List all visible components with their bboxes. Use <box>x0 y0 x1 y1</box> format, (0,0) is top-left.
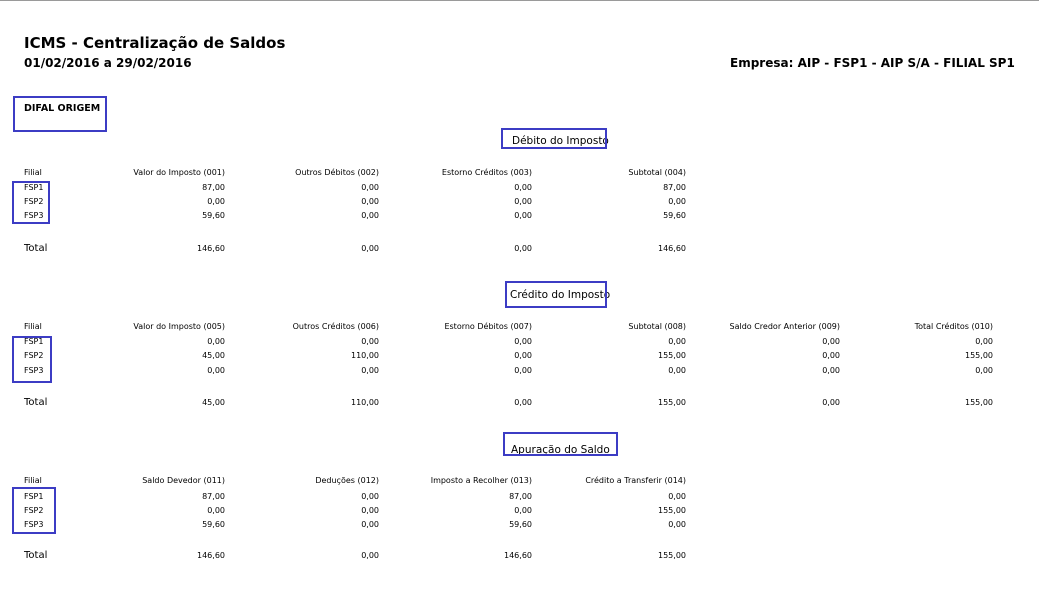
filial-cell: FSP1 <box>24 492 44 501</box>
value-cell: 0,00 <box>207 506 225 515</box>
column-header: Imposto a Recolher (013) <box>430 476 532 485</box>
column-header: Valor do Imposto (001) <box>133 168 225 177</box>
total-label: Total <box>24 550 48 561</box>
column-header: Outros Débitos (002) <box>295 168 379 177</box>
total-value: 146,60 <box>197 244 225 253</box>
value-cell: 155,00 <box>658 506 686 515</box>
section-title-highlight <box>501 128 607 149</box>
column-header: Filial <box>24 476 42 485</box>
total-value: 0,00 <box>361 551 379 560</box>
filial-cell: FSP3 <box>24 211 44 220</box>
value-cell: 0,00 <box>668 366 686 375</box>
column-header: Subtotal (008) <box>628 322 686 331</box>
total-value: 155,00 <box>658 551 686 560</box>
value-cell: 0,00 <box>975 337 993 346</box>
column-header: Total Créditos (010) <box>914 322 993 331</box>
value-cell: 59,60 <box>202 211 225 220</box>
section-title: Débito do Imposto <box>512 135 609 147</box>
column-header: Deduções (012) <box>315 476 379 485</box>
value-cell: 0,00 <box>822 351 840 360</box>
filial-cell: FSP3 <box>24 366 44 375</box>
value-cell: 59,60 <box>509 520 532 529</box>
column-header: Saldo Devedor (011) <box>142 476 225 485</box>
total-value: 0,00 <box>514 398 532 407</box>
value-cell: 0,00 <box>361 506 379 515</box>
total-label: Total <box>24 243 48 254</box>
column-header: Estorno Créditos (003) <box>441 168 532 177</box>
total-value: 0,00 <box>822 398 840 407</box>
column-header: Filial <box>24 168 42 177</box>
filial-highlight <box>12 181 50 224</box>
value-cell: 0,00 <box>514 211 532 220</box>
total-value: 0,00 <box>361 244 379 253</box>
value-cell: 0,00 <box>668 337 686 346</box>
column-header: Estorno Débitos (007) <box>444 322 532 331</box>
value-cell: 0,00 <box>207 366 225 375</box>
column-header: Filial <box>24 322 42 331</box>
value-cell: 155,00 <box>965 351 993 360</box>
section-title-highlight <box>503 432 618 456</box>
report-period: 01/02/2016 a 29/02/2016 <box>24 56 192 70</box>
value-cell: 45,00 <box>202 351 225 360</box>
value-cell: 0,00 <box>514 351 532 360</box>
column-header: Saldo Credor Anterior (009) <box>729 322 840 331</box>
value-cell: 87,00 <box>202 492 225 501</box>
value-cell: 0,00 <box>207 197 225 206</box>
value-cell: 0,00 <box>514 506 532 515</box>
total-value: 146,60 <box>658 244 686 253</box>
value-cell: 0,00 <box>975 366 993 375</box>
section-title-highlight <box>505 281 607 308</box>
value-cell: 59,60 <box>663 211 686 220</box>
value-cell: 0,00 <box>361 197 379 206</box>
value-cell: 0,00 <box>668 492 686 501</box>
total-value: 0,00 <box>514 244 532 253</box>
column-header: Crédito a Transferir (014) <box>585 476 686 485</box>
filial-highlight <box>12 336 52 383</box>
total-value: 146,60 <box>504 551 532 560</box>
value-cell: 0,00 <box>514 337 532 346</box>
total-label: Total <box>24 397 48 408</box>
value-cell: 0,00 <box>514 197 532 206</box>
value-cell: 155,00 <box>658 351 686 360</box>
filial-cell: FSP1 <box>24 183 44 192</box>
value-cell: 0,00 <box>207 337 225 346</box>
column-header: Subtotal (004) <box>628 168 686 177</box>
value-cell: 0,00 <box>822 366 840 375</box>
value-cell: 0,00 <box>361 366 379 375</box>
value-cell: 0,00 <box>822 337 840 346</box>
filial-highlight <box>12 487 56 534</box>
total-value: 110,00 <box>351 398 379 407</box>
value-cell: 0,00 <box>361 492 379 501</box>
filial-cell: FSP2 <box>24 351 44 360</box>
value-cell: 0,00 <box>514 183 532 192</box>
value-cell: 0,00 <box>361 183 379 192</box>
value-cell: 59,60 <box>202 520 225 529</box>
top-border <box>0 0 1039 1</box>
column-header: Valor do Imposto (005) <box>133 322 225 331</box>
value-cell: 87,00 <box>663 183 686 192</box>
total-value: 45,00 <box>202 398 225 407</box>
column-header: Outros Créditos (006) <box>292 322 379 331</box>
value-cell: 0,00 <box>668 520 686 529</box>
filial-cell: FSP1 <box>24 337 44 346</box>
value-cell: 0,00 <box>514 366 532 375</box>
value-cell: 0,00 <box>361 211 379 220</box>
total-value: 155,00 <box>965 398 993 407</box>
value-cell: 0,00 <box>361 337 379 346</box>
value-cell: 110,00 <box>351 351 379 360</box>
section-title: Crédito do Imposto <box>510 289 611 301</box>
filial-cell: FSP3 <box>24 520 44 529</box>
value-cell: 0,00 <box>668 197 686 206</box>
value-cell: 0,00 <box>361 520 379 529</box>
group-label: DIFAL ORIGEM <box>24 103 101 114</box>
report-title: ICMS - Centralização de Saldos <box>24 34 286 52</box>
group-label-highlight <box>13 96 107 132</box>
company-name: Empresa: AIP - FSP1 - AIP S/A - FILIAL SP1 <box>730 56 1015 70</box>
total-value: 146,60 <box>197 551 225 560</box>
value-cell: 87,00 <box>509 492 532 501</box>
total-value: 155,00 <box>658 398 686 407</box>
value-cell: 87,00 <box>202 183 225 192</box>
filial-cell: FSP2 <box>24 506 44 515</box>
filial-cell: FSP2 <box>24 197 44 206</box>
section-title: Apuração do Saldo <box>511 444 610 456</box>
